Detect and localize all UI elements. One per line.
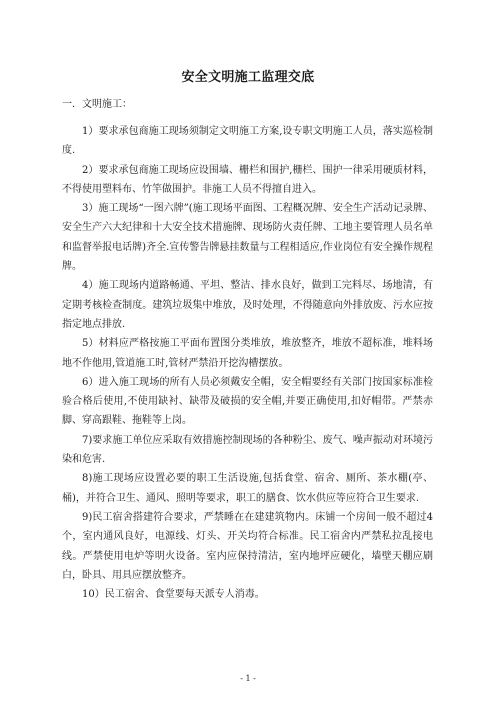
- paragraph-7: 7)要求施工单位应采取有效措施控制现场的各种粉尘、废气、噪声振动对环境污染和危害.: [62, 434, 433, 466]
- section-heading: 一．文明施工：: [62, 99, 132, 110]
- paragraph-4: 4）施工现场内道路畅通、平坦、整洁、排水良好，做到工完料尽、场地清，有定期考核检查制度。建筑垃圾集中堆放，及时处理，不得随意向外排放废、污水应按指定地点排放.: [62, 280, 433, 330]
- paragraph-5: 5）材料应严格按施工平面布置图分类堆放，堆放整齐，堆放不超标准，堆料场地不作他用,管道施工时,管材严禁沿开挖沟槽摆放。: [62, 338, 433, 369]
- paragraph-3: 3）施工现场“一图六牌”(施工现场平面图、工程概况牌、安全生产活动记录牌、安全生产六大纪律和十大安全技术措施牌、现场防火责任牌、工地主要管理人员名单和监督举报电话牌)齐全.宣传警告牌悬挂数量与工程相适应,作业岗位有安全操作规程牌。: [62, 203, 433, 273]
- paragraph-6: 6）进入施工现场的所有人员必须戴安全帽，安全帽要经有关部门按国家标准检验合格后使用,不使用缺衬、缺带及破损的安全帽,并要正确使用,扣好帽带。严禁赤脚、穿高跟鞋、拖鞋等上岗。: [62, 376, 433, 427]
- page-number: - 1 -: [240, 674, 256, 683]
- paragraph-9: 9)民工宿舍搭建符合要求，严禁睡在在建建筑物内。床铺一个房间一般不超过4个，室内通风良好，电源线、灯头、开关均符合标准。民工宿舍内严禁私拉乱接电线。严禁使用电炉等明火设备。室内应保持清洁，室内地坪应硬化，墙壁天棚应刷白，卧具、用具应摆放整齐。: [62, 511, 433, 581]
- paragraph-8: 8)施工现场应设置必要的职工生活设施,包括食堂、宿舍、厕所、茶水棚(亭、桶)，并符合卫生、通风、照明等要求，职工的膳食、饮水供应等应符合卫生要求.: [62, 473, 433, 504]
- document-title: 安全文明施工监理交底: [181, 70, 315, 85]
- document-body: [62, 122, 433, 604]
- paragraph-2: 2）要求承包商施工现场应设围墙、栅栏和围护,栅栏、围护一律采用硬质材料，不得使用塑料布、竹竿做围护。非施工人员不得擅自进入。: [62, 164, 433, 195]
- paragraph-1: 1）要求承包商施工现场须制定文明施工方案,设专职文明施工人员，落实巡检制度.: [62, 126, 433, 157]
- paragraph-10: 10）民工宿舍、食堂要每天派专人消毒。: [82, 589, 265, 601]
